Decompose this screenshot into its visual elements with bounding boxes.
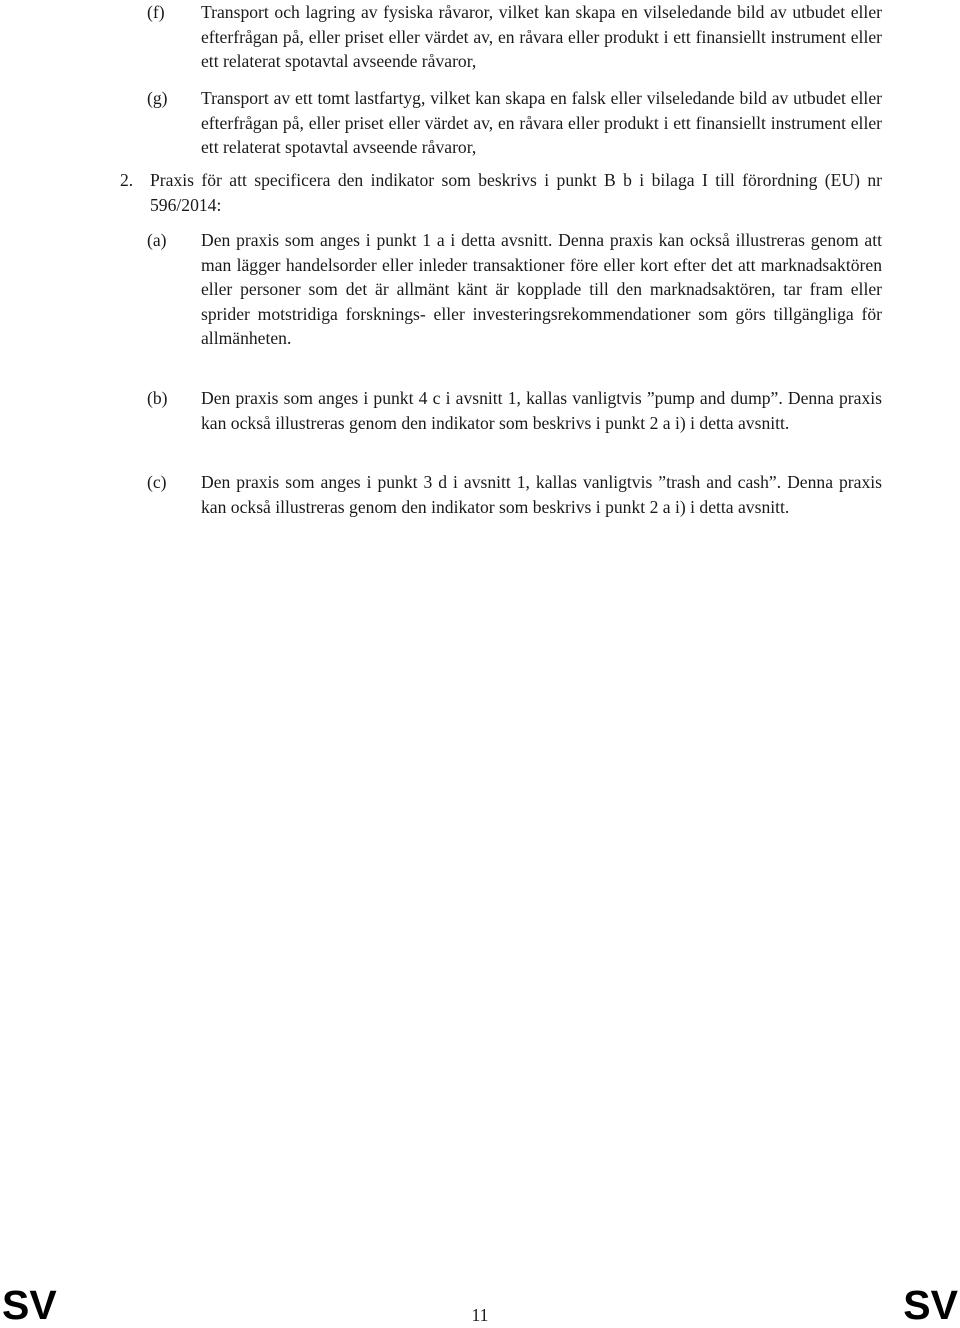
footer-language-left: SV — [2, 1282, 57, 1328]
list-item-g — [147, 86, 882, 160]
item-text: Den praxis som anges i punkt 1 a i detta avsnitt. Denna praxis kan också illustreras genom att man lägger handelsorder eller inleder transaktioner före eller kort efter det att marknadsaktören eller personer som det är allmänt känt är kopplade till den marknadsaktören, tar fram eller sprider motstridiga forsknings- eller investeringsrekommendationer som görs tillgängliga för allmänheten. — [201, 230, 882, 348]
item-label: (c) — [147, 472, 167, 492]
list-item-f — [147, 0, 882, 74]
section-text: Praxis för att specificera den indikator som beskrivs i punkt B b i bilaga I till förordning (EU) nr 596/2014: — [150, 170, 882, 215]
item-text: Den praxis som anges i punkt 3 d i avsnitt 1, kallas vanligtvis ”trash and cash”. Denna praxis kan också illustreras genom den indikator som beskrivs i punkt 2 a i) i detta avsnitt. — [201, 472, 882, 517]
item-label: (f) — [147, 2, 165, 22]
item-text: Transport och lagring av fysiska råvaror, vilket kan skapa en vilseledande bild av utbudet eller efterfrågan på, eller priset eller värdet av, en råvara eller produkt i ett finansiellt instrument eller ett relaterat spotavtal avseende råvaror, — [201, 2, 882, 71]
list-item-b — [147, 386, 882, 435]
item-label: (b) — [147, 388, 168, 408]
section-2-paragraph — [120, 168, 882, 217]
item-label: (a) — [147, 230, 167, 250]
page-number: 11 — [471, 1305, 489, 1325]
item-text: Transport av ett tomt lastfartyg, vilket kan skapa en falsk eller vilseledande bild av utbudet eller efterfrågan på, eller priset eller värdet av, en råvara eller produkt i ett finansiellt instrument eller ett relaterat spotavtal avseende råvaror, — [201, 88, 882, 157]
item-label: (g) — [147, 88, 168, 108]
list-item-a — [147, 228, 882, 351]
item-text: Den praxis som anges i punkt 4 c i avsnitt 1, kallas vanligtvis ”pump and dump”. Denna praxis kan också illustreras genom den indikator som beskrivs i punkt 2 a i) i detta avsnitt. — [201, 388, 882, 433]
footer-language-right: SV — [903, 1282, 958, 1328]
list-item-c — [147, 470, 882, 519]
section-number: 2. — [120, 170, 134, 190]
